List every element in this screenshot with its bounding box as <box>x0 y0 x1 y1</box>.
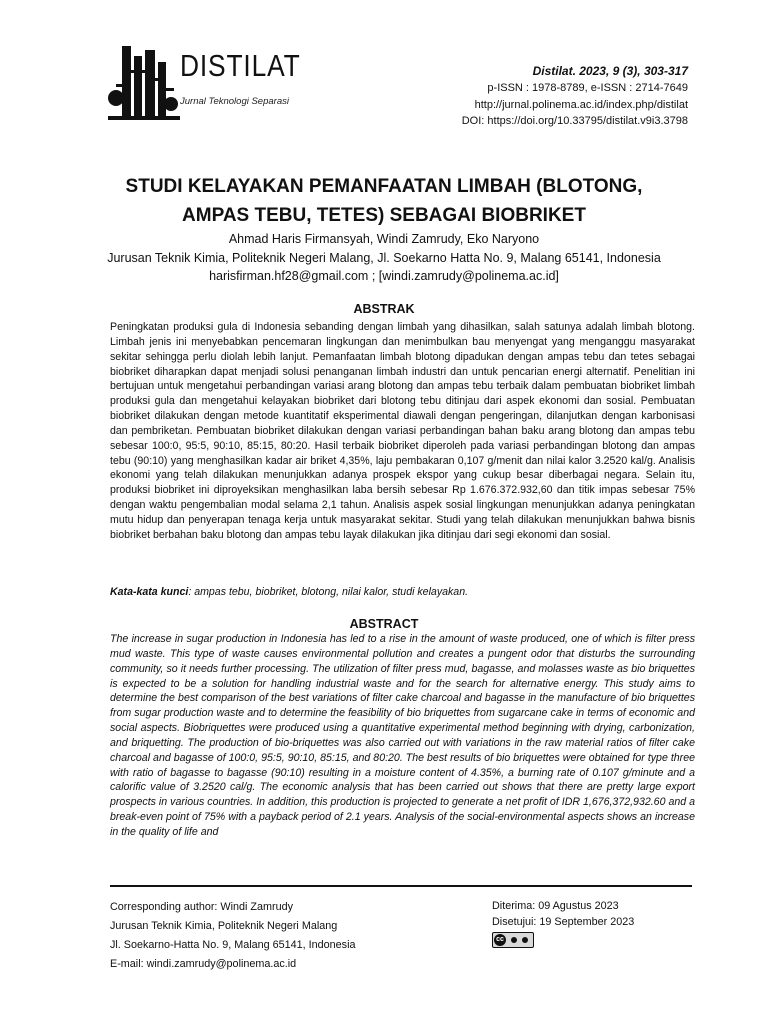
corresponding-author-info <box>110 898 355 974</box>
abstrak-text: Peningkatan produksi gula di Indonesia sebanding dengan limbah yang dihasilkan, salah satunya adalah limbah blotong. Limbah jenis ini menyebabkan pencemaran lingkungan dan menimbulkan bau menyengat yang menganggu masyarakat sekitar sehingga perlu diolah lebih lanjut. Pemanfaatan limbah blotong dipadukan dengan ampas tebu dan tetes sebagai biobriket diharapkan dapat menjadi solusi penanganan limbah industri dan untuk pencarian energi alternatif. Penelitian ini bertujuan untuk mengetahui perbandingan variasi arang blotong dan ampas tebu terbaik dalam pembuatan biobriket limbah produksi gula dan mengetahui kelayakan biobriket dari blotong tebu ditinjau dari aspek ekonomi dan sosial. Pembuatan biobriket dilakukan dengan metode kuantitatif eksperimental diawali dengan pengeringan, dilanjutkan dengan karbonisasi dan pembriketan. Pembuatan biobriket dilakukan dengan variasi perbandingan bahan baku arang blotong dan ampas tebu sebesar 100:0, 95:5, 90:10, 85:15, 80:20. Hasil terbaik biobriket diperoleh pada variasi perbandingan blotong dan ampas tebu (90:10) yang menghasilkan kadar air briket 4,35%, laju pembakaran 0,107 g/menit dan nilai kalor 3.2520 kal/g. Analisis ekonomi yang telah dilakukan menunjukkan adanya prospek ekspor yang cukup besar diberbagai negara. Selain itu, produksi biobriket ini diproyeksikan menghasilkan laba bersih sebesar Rp 1.676.372.932,60 dan titik impas sebesar 75% dengan waktu pengembalian modal selama 2,1 tahun. Analisis aspek sosial lingkungan menunjukkan adanya peningkatan mutu hidup dan penyerapan tenaga kerja untuk masyarakat sekitar. Studi yang telah dilakukan menunjukkan bahwa bisnis biobriket berbahan baku blotong dan ampas tebu layak dilakukan jika ditinjau dari segi ekonomi dan sosial. <box>110 321 695 541</box>
keywords <box>110 586 695 598</box>
accepted-date: Disetujui: 19 September 2023 <box>492 916 635 928</box>
journal-url[interactable]: http://jurnal.polinema.ac.id/index.php/distilat <box>474 98 688 111</box>
corresponding-email[interactable]: E-mail: windi.zamrudy@polinema.ac.id <box>110 958 297 970</box>
abstrak-heading: ABSTRAK <box>353 302 415 316</box>
received-date: Diterima: 09 Agustus 2023 <box>492 900 619 912</box>
keywords-list: : ampas tebu, biobriket, blotong, nilai kalor, studi kelayakan. <box>188 586 469 598</box>
submission-dates <box>492 898 634 948</box>
journal-meta <box>462 62 688 130</box>
author-list: Ahmad Haris Firmansyah, Windi Zamrudy, Eko Naryono <box>228 232 540 246</box>
license-terms-icons <box>506 937 533 943</box>
abstract-text: The increase in sugar production in Indonesia has led to a rise in the amount of waste produced, one of which is filter press mud waste. This type of waste causes environmental pollution and creates a pungent odor that disturbs the surrounding community, so it needs further processing. The utilization of filter press mud, bagasse, and molasses waste as bio briquettes is expected to be a solution for handling industrial waste and for the search for alternative energy. This study aims to determine the best comparison of the best variations of filter cake charcoal and bagasse in the manufacture of bio briquettes from sugar production waste and to determine the feasibility of bio briquettes from sugarcane cake in terms of economic and social aspects. Biobriquettes were produced using a quantitative experimental method beginning with drying, carbonization, and briquetting. The production of bio-briquettes was also carried out with variations in the raw material ratios of filter cake charcoal and bagasse of 100:0, 95:5, 90:10, 85:15, and 80:20. The best results of bio briquettes were obtained for type three with ratio of bagasse to bagasse (90:10) resulting in a moisture content of 4.35%, a burning rate of 0.107 g/minute and a calorific value of 3.2520 cal/g. The economic analysis that has been carried out shows that there are pretty large export prospects in various countries. In addition, this production is projected to generate a net profit of IDR 1,676,372,932.60 and a break-even point of 75% with a payback period of 2.1 years. Analysis of the social-environmental aspects shows an increase in the quality of life and <box>110 633 695 838</box>
abstract-heading: ABSTRACT <box>349 617 419 631</box>
title-line-1: STUDI KELAYAKAN PEMANFAATAN LIMBAH (BLOTONG, <box>125 176 643 197</box>
journal-doi[interactable]: DOI: https://doi.org/10.33795/distilat.v9i3.3798 <box>461 115 688 127</box>
logo-subtitle: Jurnal Teknologi Separasi <box>180 96 289 107</box>
cc-logo-icon: cc <box>494 934 506 946</box>
cc-by-sa-icon[interactable] <box>492 932 534 948</box>
corresponding-dept: Jurusan Teknik Kimia, Politeknik Negeri Malang <box>110 920 338 932</box>
author-emails: harisfirman.hf28@gmail.com ; [windi.zamrudy@polinema.ac.id] <box>209 269 559 283</box>
keywords-label: Kata-kata kunci <box>110 586 189 598</box>
corresponding-address: Jl. Soekarno-Hatta No. 9, Malang 65141, Indonesia <box>110 939 356 951</box>
journal-issn: p-ISSN : 1978-8789, e-ISSN : 2714-7649 <box>487 82 688 94</box>
corresponding-author: Corresponding author: Windi Zamrudy <box>110 901 294 913</box>
attribution-icon <box>511 937 517 943</box>
footer-divider <box>110 885 692 887</box>
share-alike-icon <box>522 937 528 943</box>
journal-citation: Distilat. 2023, 9 (3), 303-317 <box>532 64 688 78</box>
title-line-2: AMPAS TEBU, TETES) SEBAGAI BIOBRIKET <box>182 205 586 226</box>
logo-name: DISTILAT <box>180 48 301 83</box>
article-title <box>60 172 708 230</box>
author-block <box>60 230 708 286</box>
distillation-column-icon <box>108 44 180 120</box>
journal-logo <box>108 44 301 120</box>
author-affiliation: Jurusan Teknik Kimia, Politeknik Negeri Malang, Jl. Soekarno Hatta No. 9, Malang 65141, Indonesia <box>107 250 661 265</box>
